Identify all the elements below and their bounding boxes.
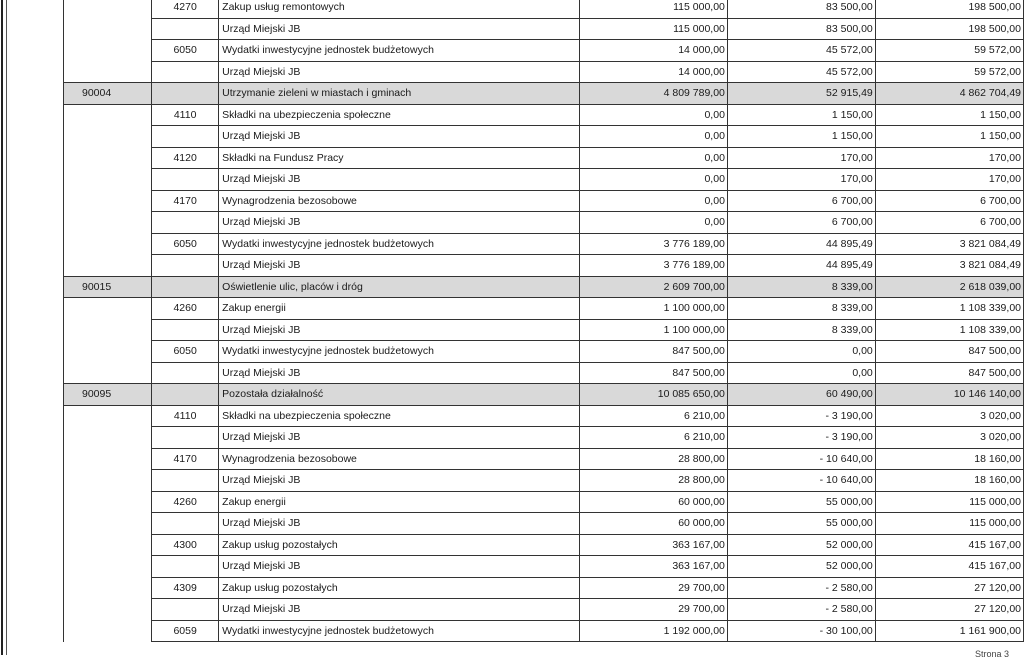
cell-plan: 3 776 189,00 [579,255,727,277]
cell-after-change: 847 500,00 [875,362,1023,384]
cell-division [64,491,152,513]
cell-plan: 0,00 [579,147,727,169]
table-row [64,556,1024,578]
cell-plan: 0,00 [579,190,727,212]
cell-paragraph [152,384,219,406]
cell-name: Urząd Miejski JB [219,319,580,341]
cell-change: 45 572,00 [727,40,875,62]
cell-division: 90015 [64,276,152,298]
cell-division [64,577,152,599]
cell-change: - 10 640,00 [727,470,875,492]
cell-paragraph [152,319,219,341]
cell-name: Urząd Miejski JB [219,18,580,40]
cell-name: Urząd Miejski JB [219,126,580,148]
cell-name: Wydatki inwestycyjne jednostek budżetowych [219,341,580,363]
cell-paragraph: 4270 [152,0,219,18]
cell-after-change: 59 572,00 [875,61,1023,83]
cell-name: Utrzymanie zieleni w miastach i gminach [219,83,580,105]
cell-change: - 10 640,00 [727,448,875,470]
cell-division [64,405,152,427]
cell-name: Wynagrodzenia bezosobowe [219,448,580,470]
cell-division [64,620,152,642]
cell-name: Wydatki inwestycyjne jednostek budżetowych [219,233,580,255]
cell-after-change: 3 821 084,49 [875,233,1023,255]
cell-division [64,470,152,492]
cell-paragraph: 4170 [152,448,219,470]
cell-name: Zakup usług remontowych [219,0,580,18]
cell-change: - 3 190,00 [727,405,875,427]
left-border-line [1,0,3,655]
cell-plan: 6 210,00 [579,427,727,449]
table-row [64,319,1024,341]
cell-after-change: 6 700,00 [875,190,1023,212]
cell-name: Pozostała działalność [219,384,580,406]
cell-name: Urząd Miejski JB [219,61,580,83]
cell-division [64,362,152,384]
table-row [64,534,1024,556]
cell-plan: 2 609 700,00 [579,276,727,298]
cell-plan: 847 500,00 [579,341,727,363]
cell-change: 52 000,00 [727,556,875,578]
cell-change: 0,00 [727,341,875,363]
cell-plan: 1 192 000,00 [579,620,727,642]
section-row [64,276,1024,298]
budget-table [63,0,1024,642]
cell-paragraph: 6050 [152,40,219,62]
cell-after-change: 3 020,00 [875,427,1023,449]
cell-paragraph [152,556,219,578]
cell-division: 90004 [64,83,152,105]
cell-plan: 0,00 [579,169,727,191]
cell-paragraph: 4260 [152,491,219,513]
cell-change: 6 700,00 [727,190,875,212]
cell-division [64,427,152,449]
table-row [64,491,1024,513]
cell-division [64,599,152,621]
cell-after-change: 3 020,00 [875,405,1023,427]
cell-paragraph: 4170 [152,190,219,212]
cell-change: - 2 580,00 [727,577,875,599]
cell-name: Urząd Miejski JB [219,427,580,449]
cell-change: - 2 580,00 [727,599,875,621]
cell-division [64,233,152,255]
cell-name: Zakup energii [219,298,580,320]
table-row [64,577,1024,599]
cell-plan: 14 000,00 [579,61,727,83]
table-row [64,104,1024,126]
cell-name: Oświetlenie ulic, placów i dróg [219,276,580,298]
table-row [64,341,1024,363]
cell-plan: 28 800,00 [579,448,727,470]
cell-after-change: 198 500,00 [875,0,1023,18]
cell-name: Urząd Miejski JB [219,599,580,621]
cell-plan: 0,00 [579,126,727,148]
cell-division [64,534,152,556]
cell-change: 8 339,00 [727,319,875,341]
table-row [64,147,1024,169]
cell-division [64,190,152,212]
cell-after-change: 1 108 339,00 [875,319,1023,341]
cell-paragraph [152,18,219,40]
cell-plan: 115 000,00 [579,0,727,18]
cell-paragraph: 4260 [152,298,219,320]
cell-after-change: 1 161 900,00 [875,620,1023,642]
cell-change: 8 339,00 [727,298,875,320]
cell-paragraph: 4300 [152,534,219,556]
cell-division [64,298,152,320]
cell-name: Składki na Fundusz Pracy [219,147,580,169]
cell-change: 83 500,00 [727,0,875,18]
cell-after-change: 1 108 339,00 [875,298,1023,320]
cell-division [64,0,152,18]
cell-plan: 363 167,00 [579,534,727,556]
cell-name: Urząd Miejski JB [219,556,580,578]
cell-name: Urząd Miejski JB [219,513,580,535]
cell-paragraph [152,255,219,277]
cell-division [64,556,152,578]
cell-after-change: 6 700,00 [875,212,1023,234]
cell-change: 6 700,00 [727,212,875,234]
table-row [64,599,1024,621]
table-row [64,513,1024,535]
left-border-line-thin [6,0,7,655]
cell-division [64,61,152,83]
cell-plan: 6 210,00 [579,405,727,427]
cell-plan: 14 000,00 [579,40,727,62]
cell-after-change: 27 120,00 [875,577,1023,599]
table-row [64,40,1024,62]
cell-after-change: 847 500,00 [875,341,1023,363]
table-row [64,169,1024,191]
cell-division [64,341,152,363]
cell-name: Urząd Miejski JB [219,169,580,191]
cell-change: 52 000,00 [727,534,875,556]
cell-paragraph [152,362,219,384]
cell-plan: 10 085 650,00 [579,384,727,406]
cell-after-change: 415 167,00 [875,534,1023,556]
table-row [64,0,1024,18]
cell-paragraph [152,427,219,449]
cell-name: Urząd Miejski JB [219,470,580,492]
cell-plan: 3 776 189,00 [579,233,727,255]
table-row [64,470,1024,492]
cell-paragraph: 6059 [152,620,219,642]
cell-change: 52 915,49 [727,83,875,105]
cell-after-change: 115 000,00 [875,513,1023,535]
cell-paragraph [152,470,219,492]
cell-paragraph [152,126,219,148]
cell-division [64,40,152,62]
cell-paragraph: 4110 [152,104,219,126]
cell-plan: 1 100 000,00 [579,298,727,320]
page-number: Strona 3 [975,649,1010,659]
cell-change: 1 150,00 [727,104,875,126]
cell-name: Wydatki inwestycyjne jednostek budżetowych [219,620,580,642]
cell-division: 90095 [64,384,152,406]
cell-change: 60 490,00 [727,384,875,406]
cell-division [64,255,152,277]
cell-paragraph: 6050 [152,233,219,255]
cell-plan: 1 100 000,00 [579,319,727,341]
cell-name: Zakup usług pozostałych [219,534,580,556]
cell-name: Wynagrodzenia bezosobowe [219,190,580,212]
cell-after-change: 4 862 704,49 [875,83,1023,105]
cell-paragraph: 6050 [152,341,219,363]
cell-paragraph [152,599,219,621]
table-row [64,427,1024,449]
cell-name: Zakup energii [219,491,580,513]
cell-change: 44 895,49 [727,233,875,255]
cell-after-change: 170,00 [875,169,1023,191]
cell-division [64,18,152,40]
cell-name: Składki na ubezpieczenia społeczne [219,405,580,427]
cell-name: Urząd Miejski JB [219,212,580,234]
cell-change: 0,00 [727,362,875,384]
cell-change: 83 500,00 [727,18,875,40]
cell-after-change: 2 618 039,00 [875,276,1023,298]
cell-change: 170,00 [727,147,875,169]
cell-plan: 29 700,00 [579,599,727,621]
cell-paragraph [152,513,219,535]
cell-plan: 115 000,00 [579,18,727,40]
cell-name: Składki na ubezpieczenia społeczne [219,104,580,126]
table-row [64,298,1024,320]
table-row [64,233,1024,255]
cell-plan: 363 167,00 [579,556,727,578]
cell-after-change: 115 000,00 [875,491,1023,513]
cell-change: 45 572,00 [727,61,875,83]
cell-plan: 847 500,00 [579,362,727,384]
cell-plan: 0,00 [579,212,727,234]
cell-change: 55 000,00 [727,491,875,513]
cell-change: 170,00 [727,169,875,191]
cell-change: - 3 190,00 [727,427,875,449]
cell-change: 8 339,00 [727,276,875,298]
table-row [64,255,1024,277]
table-row [64,620,1024,642]
cell-paragraph [152,83,219,105]
cell-name: Urząd Miejski JB [219,255,580,277]
page-edge-bars [0,0,10,655]
cell-change: 1 150,00 [727,126,875,148]
section-row [64,83,1024,105]
cell-after-change: 1 150,00 [875,104,1023,126]
table-row [64,405,1024,427]
cell-after-change: 415 167,00 [875,556,1023,578]
table-row [64,126,1024,148]
table-row [64,190,1024,212]
cell-after-change: 10 146 140,00 [875,384,1023,406]
table-row [64,448,1024,470]
cell-plan: 28 800,00 [579,470,727,492]
cell-division [64,448,152,470]
table-row [64,212,1024,234]
cell-paragraph [152,61,219,83]
section-row [64,384,1024,406]
cell-division [64,169,152,191]
cell-change: - 30 100,00 [727,620,875,642]
cell-after-change: 18 160,00 [875,448,1023,470]
cell-paragraph [152,212,219,234]
cell-paragraph: 4110 [152,405,219,427]
cell-after-change: 27 120,00 [875,599,1023,621]
cell-division [64,147,152,169]
budget-table-body [64,0,1024,642]
cell-after-change: 18 160,00 [875,470,1023,492]
cell-after-change: 198 500,00 [875,18,1023,40]
cell-plan: 60 000,00 [579,491,727,513]
cell-after-change: 59 572,00 [875,40,1023,62]
cell-division [64,319,152,341]
cell-paragraph: 4120 [152,147,219,169]
cell-paragraph [152,276,219,298]
cell-change: 55 000,00 [727,513,875,535]
cell-division [64,104,152,126]
cell-after-change: 1 150,00 [875,126,1023,148]
cell-change: 44 895,49 [727,255,875,277]
cell-paragraph: 4309 [152,577,219,599]
cell-plan: 29 700,00 [579,577,727,599]
cell-after-change: 3 821 084,49 [875,255,1023,277]
cell-paragraph [152,169,219,191]
cell-name: Zakup usług pozostałych [219,577,580,599]
cell-after-change: 170,00 [875,147,1023,169]
cell-division [64,513,152,535]
cell-plan: 60 000,00 [579,513,727,535]
cell-name: Urząd Miejski JB [219,362,580,384]
cell-plan: 0,00 [579,104,727,126]
table-row [64,61,1024,83]
table-row [64,362,1024,384]
cell-plan: 4 809 789,00 [579,83,727,105]
cell-division [64,126,152,148]
table-row [64,18,1024,40]
cell-name: Wydatki inwestycyjne jednostek budżetowych [219,40,580,62]
cell-division [64,212,152,234]
